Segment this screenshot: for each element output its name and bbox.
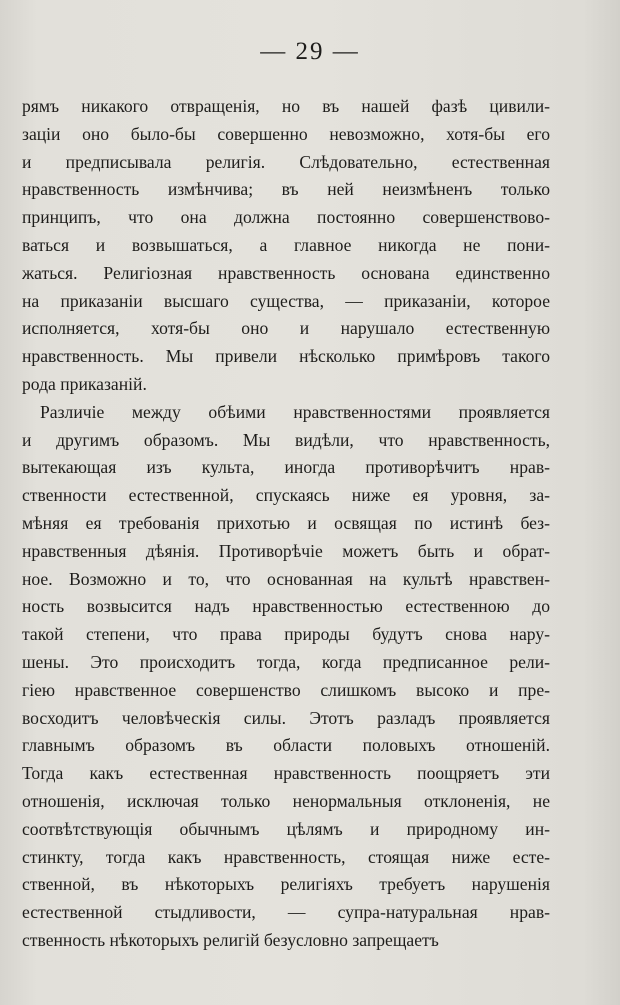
text-line: жаться. Религіозная нравственность основана единственно: [22, 262, 550, 283]
text-line: ваться и возвышаться, а главное никогда не пони-: [22, 234, 550, 255]
text-line: принципъ, что она должна постоянно совершенствово-: [22, 207, 550, 228]
text-line: такой степени, что права природы будутъ снова нару-: [22, 624, 550, 645]
text-line: отношенія, исключая только ненормальныя отклоненія, не: [22, 790, 550, 811]
body-text: [22, 93, 550, 955]
text-line: ность возвысится надъ нравственностью естественною до: [22, 596, 550, 617]
text-line: восходитъ человѣческія силы. Этотъ разладъ проявляется: [22, 707, 550, 728]
text-line: стинкту, тогда какъ нравственность, стоящая ниже есте-: [22, 846, 550, 867]
text-line: главнымъ образомъ въ области половыхъ отношеній.: [22, 735, 550, 756]
text-line: ственности естественной, спускаясь ниже ея уровня, за-: [22, 485, 550, 506]
text-line: на приказаніи высшаго существа, — приказаніи, которое: [22, 290, 550, 311]
text-line: нравственность. Мы привели нѣсколько примѣровъ такого: [22, 346, 550, 367]
page-number-header: — 29 —: [260, 38, 360, 65]
text-line: гіею нравственное совершенство слишкомъ высоко и пре-: [22, 679, 550, 700]
text-line: рямъ никакого отвращенія, но въ нашей фазѣ цивили-: [22, 96, 550, 116]
text-line: заціи оно было-бы совершенно невозможно, хотя-бы его: [22, 123, 550, 144]
text-line: ственность нѣкоторыхъ религій безусловно запрещаетъ: [22, 929, 439, 950]
text-line: ственной, въ нѣкоторыхъ религіяхъ требуетъ нарушенія: [22, 874, 550, 895]
text-line: нравственность измѣнчива; въ ней неизмѣненъ только: [22, 179, 550, 200]
text-line: нравственныя дѣянія. Противорѣчіе можетъ быть и обрат-: [22, 540, 550, 561]
text-line: Различіе между обѣими нравственностями проявляется: [40, 401, 550, 422]
text-line: и предписывала религія. Слѣдовательно, естественная: [22, 151, 550, 172]
text-line: вытекающая изъ культа, иногда противорѣчитъ нрав-: [22, 457, 550, 478]
text-line: исполняется, хотя-бы оно и нарушало естественную: [22, 318, 550, 339]
text-line: соотвѣтствующія обычнымъ цѣлямъ и природному ин-: [22, 818, 550, 839]
text-line: рода приказаній.: [22, 373, 147, 394]
text-line: и другимъ образомъ. Мы видѣли, что нравственность,: [22, 429, 550, 450]
text-line: ное. Возможно и то, что основанная на культѣ нравствен-: [22, 568, 550, 589]
text-line: естественной стыдливости, — супра-натуральная нрав-: [22, 902, 550, 923]
text-line: Тогда какъ естественная нравственность поощряетъ эти: [22, 763, 550, 784]
text-line: мѣняя ея требованія прихотью и освящая по истинѣ без-: [22, 512, 550, 533]
text-line: шены. Это происходитъ тогда, когда предписанное рели-: [22, 651, 550, 672]
